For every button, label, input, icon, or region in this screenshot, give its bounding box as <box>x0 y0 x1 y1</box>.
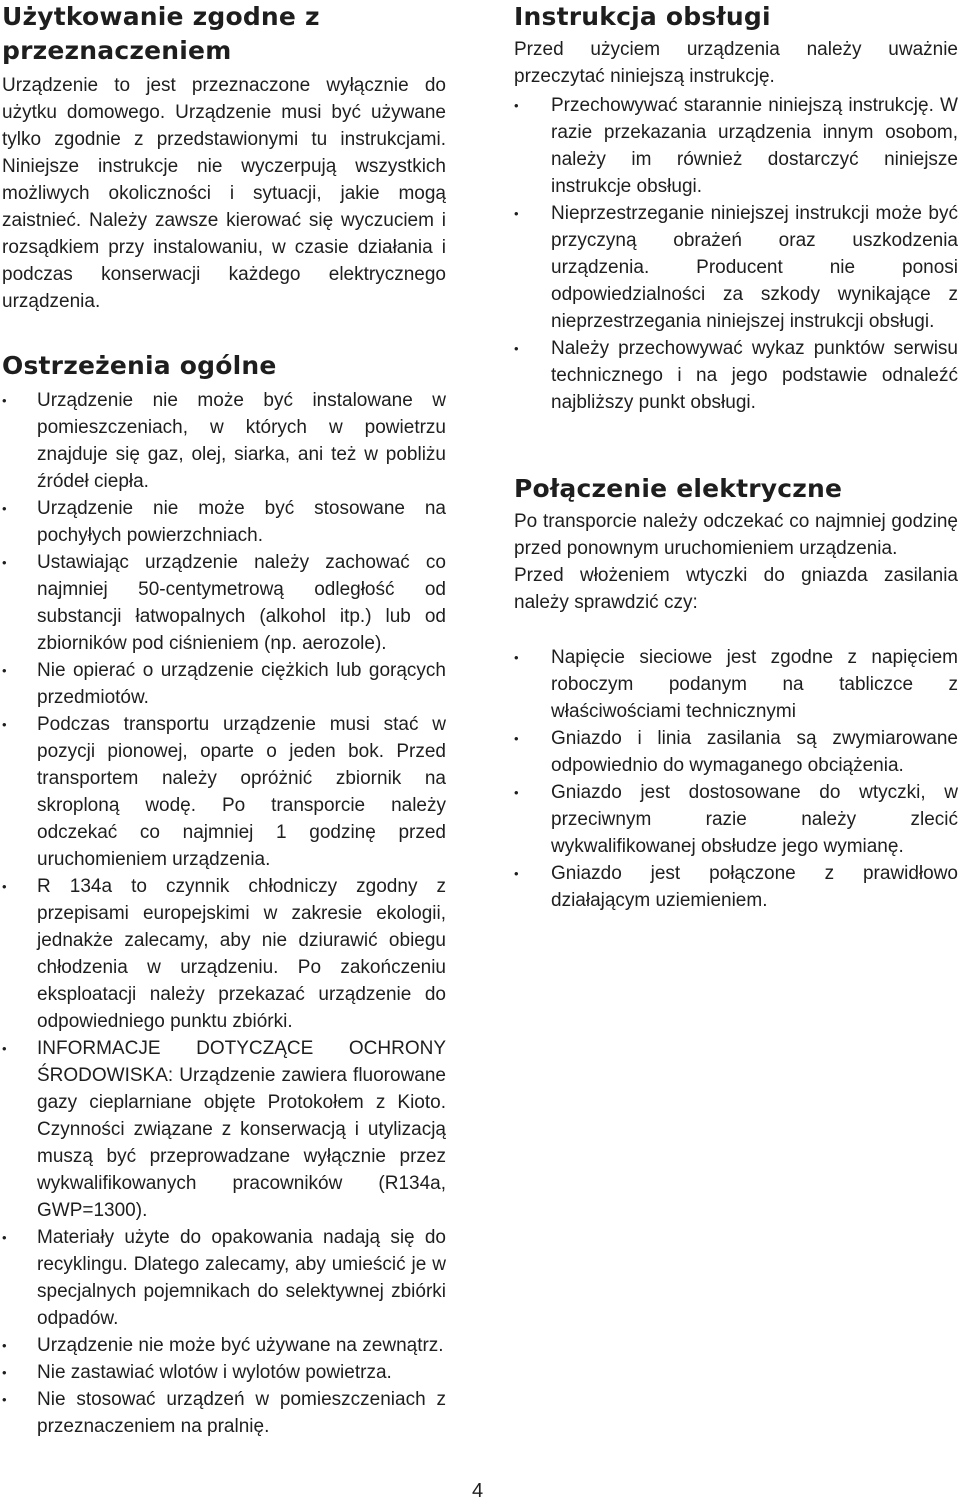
list-item: • Nie opierać o urządzenie ciężkich lub gorących przedmiotów. <box>2 657 446 711</box>
list-item: • Materiały użyte do opakowania nadają się do recyklingu. Dlatego zalecamy, aby umieścić je w specjalnych pojemnikach do selektywnej zbiórki odpadów. <box>2 1224 446 1332</box>
intended-use-paragraph: Urządzenie to jest przeznaczone wyłącznie do użytku domowego. Urządzenie musi być używane tylko zgodnie z przedstawionymi tu instrukcjami. Niniejsze instrukcje nie wyczerpują wszystkich możliwych okoliczności i sytuacji, jakie mogą zaistnieć. Należy zawsze kierować się wyczuciem i rozsądkiem przy instalowaniu, w czasie działania i podczas konserwacji każdego elektrycznego urządzenia. <box>2 75 446 312</box>
list-item: • Urządzenie nie może być instalowane w pomieszczeniach, w których w powietrzu znajduje się gaz, olej, siarka, ani też w pobliżu źródeł ciepła. <box>2 387 446 495</box>
list-item: • INFORMACJE DOTYCZĄCE OCHRONY ŚRODOWISKA: Urządzenie zawiera fluorowane gazy cieplarniane objęte Protokołem z Kioto. Czynności związane z konserwacją i utylizacją muszą być przeprowadzane wyłącznie przez wykwalifikowanych pracowników (R134a, GWP=1300). <box>2 1035 446 1224</box>
list-item: • Napięcie sieciowe jest zgodne z napięciem roboczym podanym na tabliczce z właściwościami technicznymi <box>514 644 958 725</box>
instructions-intro: Przed użyciem urządzenia należy uważnie przeczytać niniejszą instrukcję. <box>514 39 958 87</box>
list-item: • Nie zastawiać wlotów i wylotów powietrza. <box>2 1359 446 1386</box>
instructions-heading: Instrukcja obsługi <box>514 2 771 31</box>
list-item: • Podczas transportu urządzenie musi stać w pozycji pionowej, oparte o jeden bok. Przed transportem należy opróżnić zbiornik na skroploną wodę. Po transporcie należy odczekać co najmniej 1 godzinę przed uruchomieniem urządzenia. <box>2 711 446 873</box>
list-item: • Ustawiając urządzenie należy zachować co najmniej 50-centymetrową odległość od substancji łatwopalnych (alkohol itp.) lub od zbiorników pod ciśnieniem (np. aerozole). <box>2 549 446 657</box>
electrical-paragraph-2: Przed włożeniem wtyczki do gniazda zasilania należy sprawdzić czy: <box>514 565 958 613</box>
instructions-list <box>514 92 958 416</box>
general-warnings-list <box>2 387 446 1440</box>
list-item: • Należy przechowywać wykaz punktów serwisu technicznego i na jego podstawie odnaleźć najbliższy punkt obsługi. <box>514 335 958 416</box>
list-item: • Urządzenie nie może być stosowane na pochyłych powierzchniach. <box>2 495 446 549</box>
list-item: • Gniazdo i linia zasilania są zwymiarowane odpowiednio do wymaganego obciążenia. <box>514 725 958 779</box>
electrical-paragraph-1: Po transporcie należy odczekać co najmniej godzinę przed ponownym uruchomieniem urządzenia. <box>514 511 958 559</box>
list-item: • Nie stosować urządzeń w pomieszczeniach z przeznaczeniem na pralnię. <box>2 1386 446 1440</box>
list-item: • Gniazdo jest połączone z prawidłowo działającym uziemieniem. <box>514 860 958 914</box>
general-warnings-heading: Ostrzeżenia ogólne <box>2 351 277 380</box>
list-item: • Gniazdo jest dostosowane do wtyczki, w przeciwnym razie należy zlecić wykwalifikowanej obsłudze jego wymianę. <box>514 779 958 860</box>
list-item: • Nieprzestrzeganie niniejszej instrukcji może być przyczyną obrażeń oraz uszkodzenia urządzenia. Producent nie ponosi odpowiedzialności za szkody wynikające z nieprzestrzegania niniejszej instrukcji obsługi. <box>514 200 958 335</box>
left-column <box>2 0 446 1440</box>
list-item: • Urządzenie nie może być używane na zewnątrz. <box>2 1332 446 1359</box>
electrical-connection-heading: Połączenie elektryczne <box>514 474 843 503</box>
list-item: • Przechowywać starannie niniejszą instrukcję. W razie przekazania urządzenia innym osobom, należy im również dostarczyć niniejsze instrukcje obsługi. <box>514 92 958 200</box>
page-number: 4 <box>472 1480 484 1502</box>
electrical-checklist <box>514 644 958 914</box>
intended-use-heading: Użytkowanie zgodne z przeznaczeniem <box>2 2 320 65</box>
right-column <box>514 0 958 914</box>
list-item: • R 134a to czynnik chłodniczy zgodny z przepisami europejskimi w zakresie ekologii, jednakże zalecamy, aby nie dziurawić obiegu chłodzenia w urządzeniu. Po zakończeniu eksploatacji należy przekazać urządzenie do odpowiedniego punktu zbiórki. <box>2 873 446 1035</box>
